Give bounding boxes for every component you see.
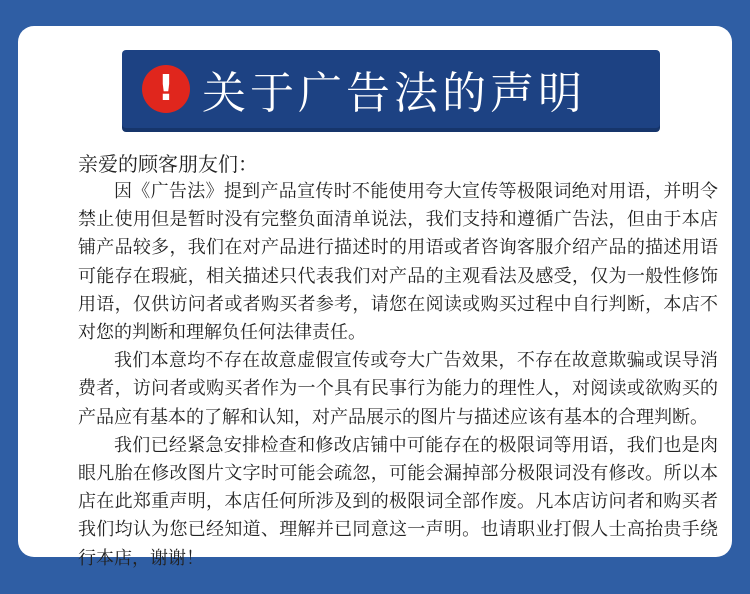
paragraph-3: 我们已经紧急安排检查和修改店铺中可能存在的极限词等用语，我们也是肉眼凡胎在修改图片文字时可能会疏忽，可能会漏掉部分极限词没有修改。所以本店在此郑重声明，本店任何所涉及到的极限词全部作废。凡本店访问者和购买者我们均认为您已经知道、理解并已同意这一声明。也请职业打假人士高抬贵手绕行本店，谢谢！ bbox=[78, 434, 718, 569]
statement-body bbox=[78, 150, 718, 573]
exclamation-icon: ! bbox=[142, 65, 190, 113]
paragraph-2: 我们本意均不存在故意虚假宣传或夸大广告效果，不存在故意欺骗或误导消费者，访问者或购买者作为一个具有民事行为能力的理性人，对阅读或欲购买的产品应有基本的了解和认知，对产品展示的图片与描述应该有基本的合理判断。 bbox=[78, 350, 718, 428]
title-banner bbox=[122, 50, 660, 128]
page-title: 关于广告法的声明 bbox=[202, 68, 586, 119]
paragraph-1: 因《广告法》提到产品宣传时不能使用夸大宣传等极限词绝对用语，并明令禁止使用但是暂时没有完整负面清单说法，我们支持和遵循广告法，但由于本店铺产品较多，我们在对产品进行描述时的用语或者咨询客服介绍产品的描述用语可能存在瑕疵，相关描述只代表我们对产品的主观看法及感受，仅为一般性修饰用语，仅供访问者或者购买者参考，请您在阅读或购买过程中自行判断，本店不对您的判断和理解负任何法律责任。 bbox=[78, 181, 718, 344]
notice-panel bbox=[18, 26, 732, 569]
greeting: 亲爱的顾客朋友们： bbox=[78, 152, 258, 176]
